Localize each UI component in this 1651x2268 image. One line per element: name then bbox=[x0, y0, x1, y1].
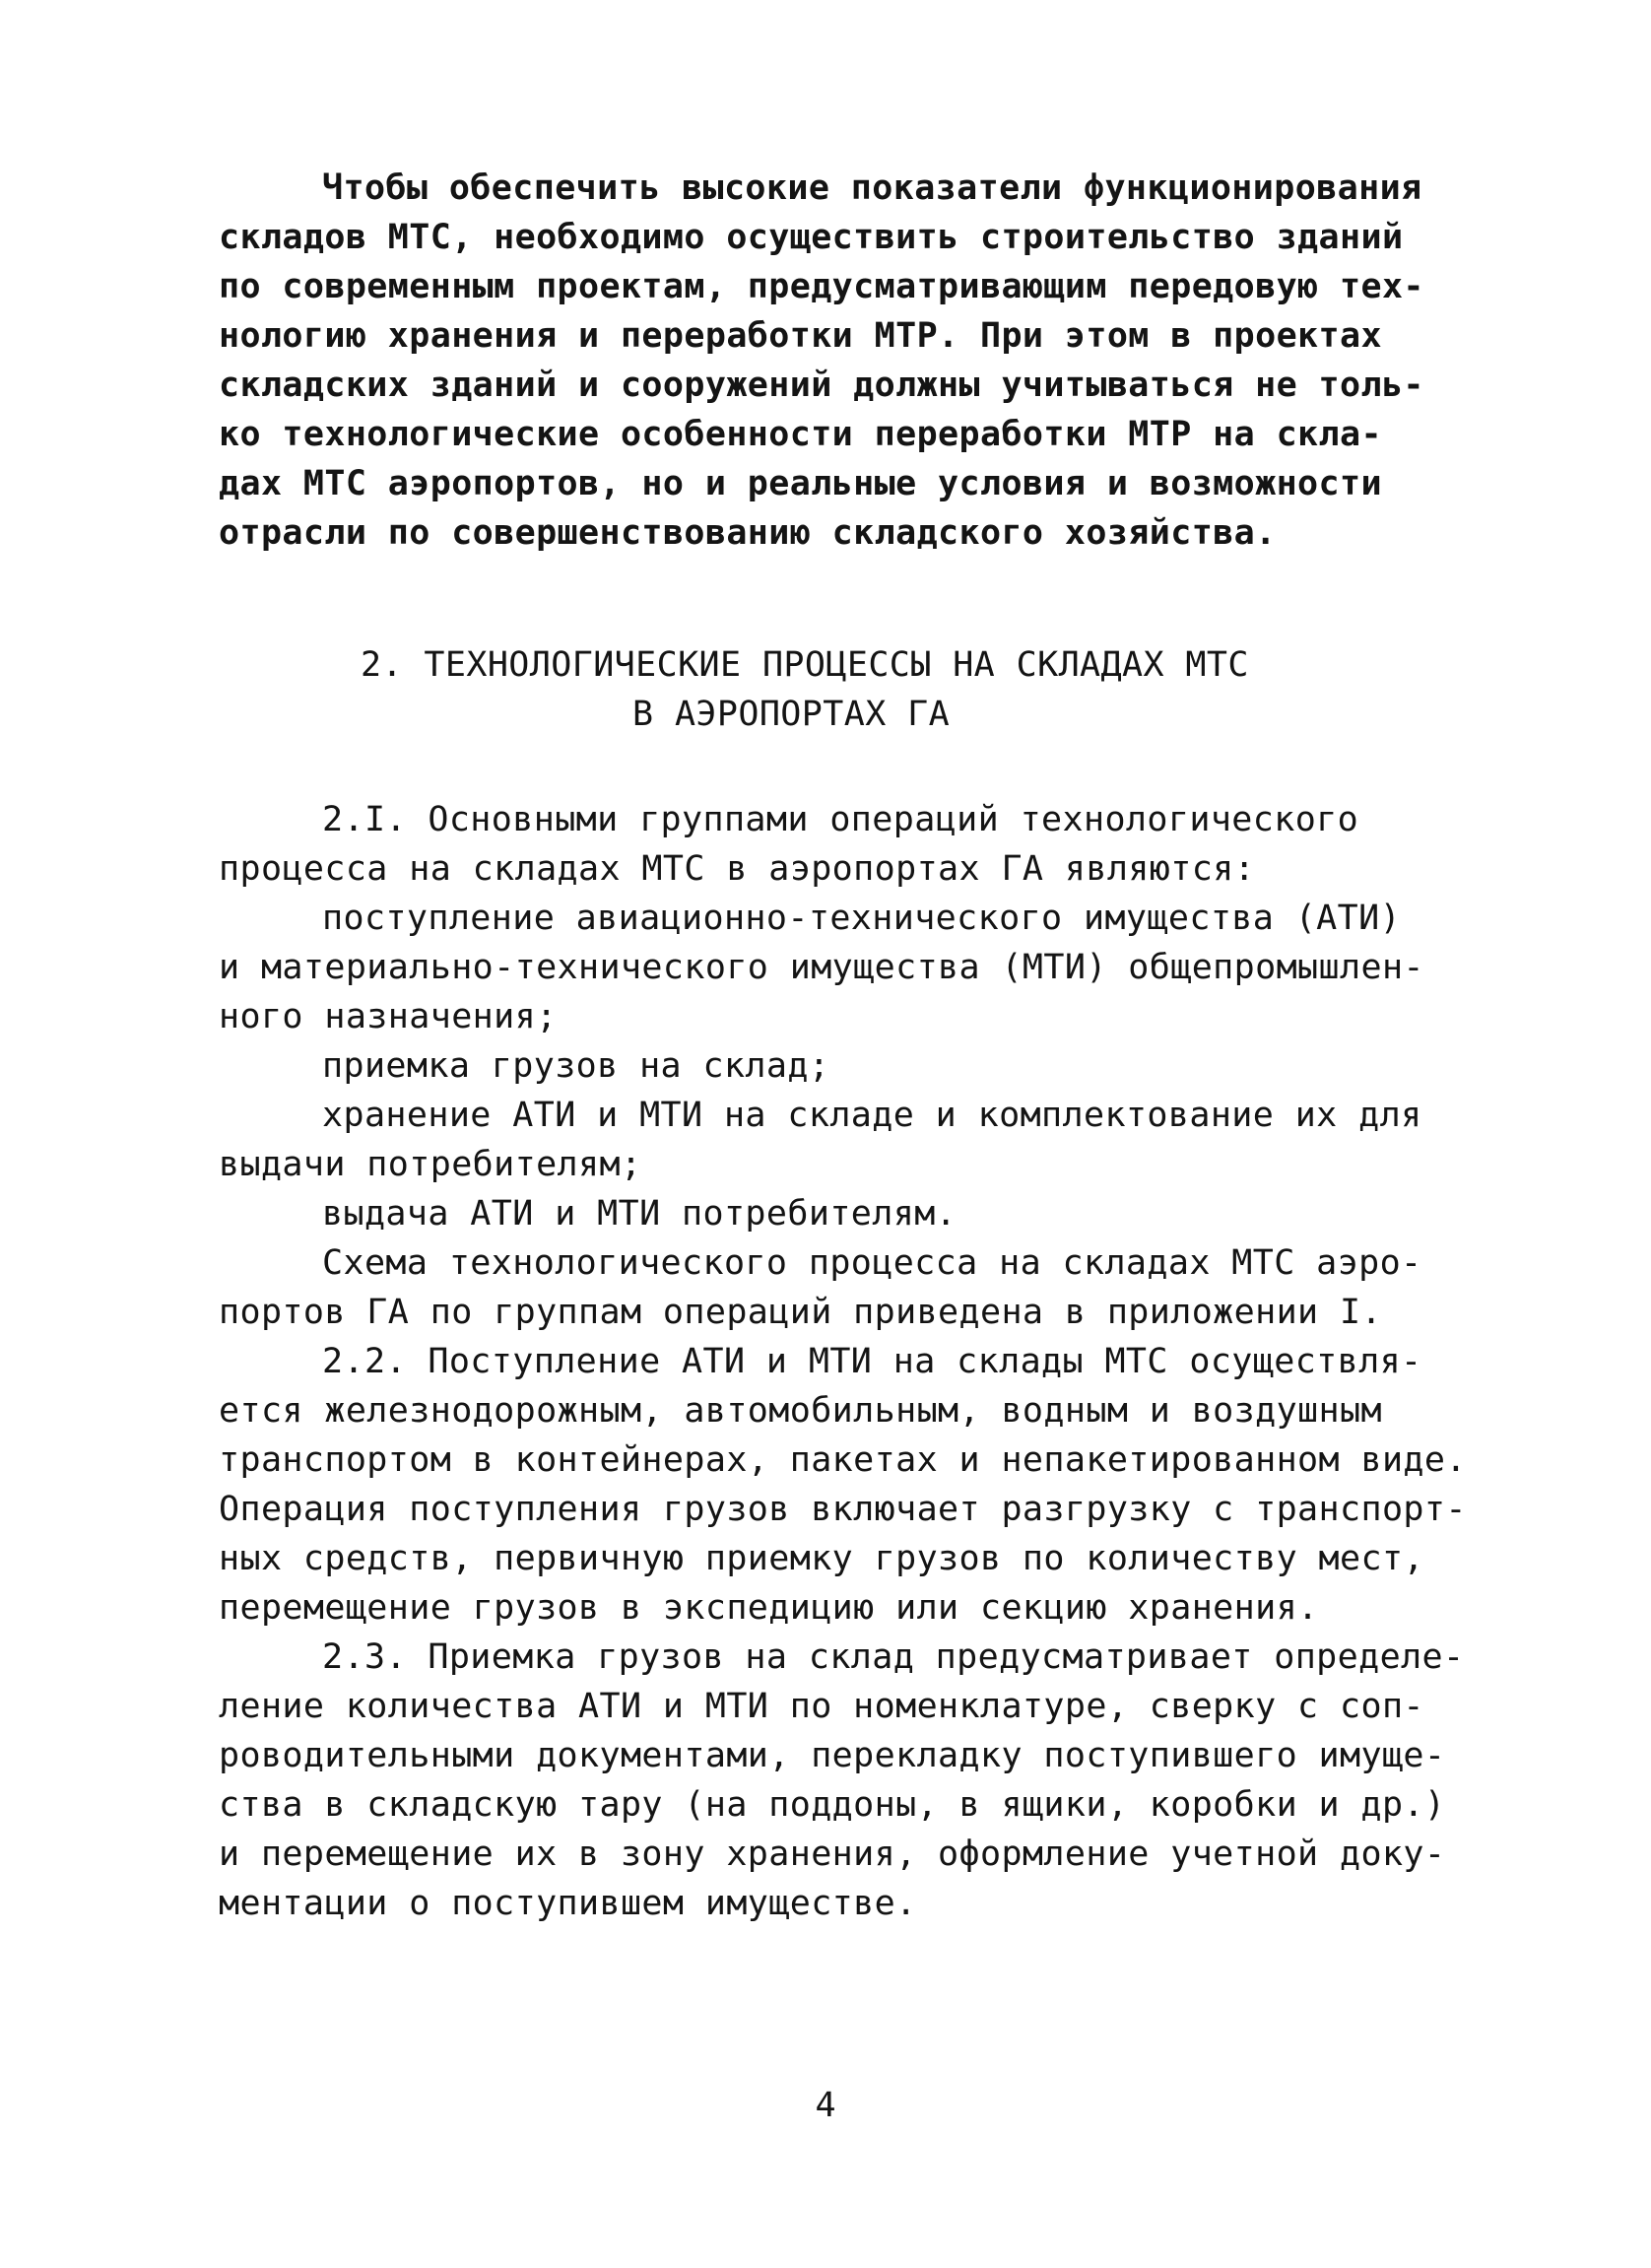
body-line-14: транспортом в контейнерах, пакетах и непакетированном виде. bbox=[219, 1440, 1467, 1480]
intro-line-2: складов МТС, необходимо осуществить строительство зданий bbox=[219, 218, 1404, 257]
body-line-19: ление количества АТИ и МТИ по номенклатуре, сверку с соп- bbox=[219, 1687, 1424, 1726]
body-line-6: приемка грузов на склад; bbox=[322, 1046, 830, 1086]
section-heading-line-1: 2. ТЕХНОЛОГИЧЕСКИЕ ПРОЦЕССЫ НА СКЛАДАХ МТС bbox=[361, 645, 1249, 685]
body-line-7: хранение АТИ и МТИ на складе и комплектование их для bbox=[322, 1096, 1422, 1135]
body-line-17: перемещение грузов в экспедицию или секцию хранения. bbox=[219, 1588, 1319, 1628]
body-line-13: ется железнодорожным, автомобильным, водным и воздушным bbox=[219, 1391, 1382, 1431]
body-line-3: поступление авиационно-технического имущества (АТИ) bbox=[322, 899, 1402, 938]
body-line-16: ных средств, первичную приемку грузов по количеству мест, bbox=[219, 1539, 1424, 1578]
body-line-2: процесса на складах МТС в аэропортах ГА являются: bbox=[219, 849, 1256, 889]
body-line-23: ментации о поступившем имуществе. bbox=[219, 1884, 917, 1923]
body-line-22: и перемещение их в зону хранения, оформление учетной доку- bbox=[219, 1834, 1446, 1874]
intro-line-3: по современным проектам, предусматривающим передовую тех- bbox=[219, 267, 1424, 306]
body-line-9: выдача АТИ и МТИ потребителям. bbox=[322, 1194, 958, 1234]
intro-line-6: ко технологические особенности переработки МТР на скла- bbox=[219, 415, 1382, 454]
body-line-11: портов ГА по группам операций приведена в приложении I. bbox=[219, 1293, 1382, 1332]
section-heading-line-2: В АЭРОПОРТАХ ГА bbox=[632, 695, 951, 734]
intro-line-1: Чтобы обеспечить высокие показатели функционирования bbox=[322, 168, 1422, 208]
body-line-1: 2.I. Основными группами операций технологического bbox=[322, 800, 1359, 839]
intro-line-7: дах МТС аэропортов, но и реальные условия и возможности bbox=[219, 464, 1382, 503]
body-line-18: 2.3. Приемка грузов на склад предусматривает определе- bbox=[322, 1637, 1465, 1677]
body-line-20: роводительными документами, перекладку поступившего имуще- bbox=[219, 1736, 1446, 1775]
body-line-10: Схема технологического процесса на складах МТС аэро- bbox=[322, 1243, 1422, 1283]
intro-line-4: нологию хранения и переработки МТР. При этом в проектах bbox=[219, 316, 1382, 356]
page-number: 4 bbox=[815, 2086, 836, 2125]
body-line-4: и материально-технического имущества (МТИ) общепромышлен- bbox=[219, 948, 1424, 987]
intro-line-8: отрасли по совершенствованию складского хозяйства. bbox=[219, 513, 1277, 553]
body-line-15: Операция поступления грузов включает разгрузку с транспорт- bbox=[219, 1490, 1467, 1529]
body-line-12: 2.2. Поступление АТИ и МТИ на склады МТС осуществля- bbox=[322, 1342, 1422, 1381]
body-line-8: выдачи потребителям; bbox=[219, 1145, 642, 1184]
body-line-21: ства в складскую тару (на поддоны, в ящики, коробки и др.) bbox=[219, 1785, 1446, 1825]
body-line-5: ного назначения; bbox=[219, 997, 558, 1036]
intro-line-5: складских зданий и сооружений должны учитываться не толь- bbox=[219, 366, 1424, 405]
